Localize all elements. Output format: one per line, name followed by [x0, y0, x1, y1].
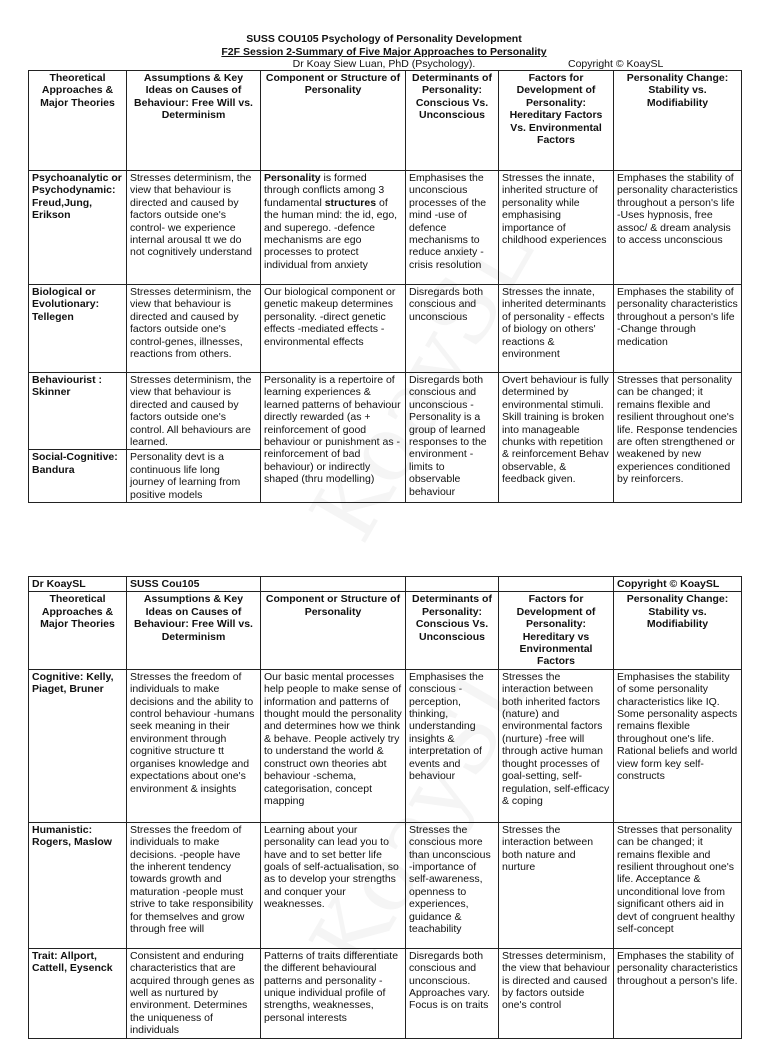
cell-factors: Stresses determinism, the view that behaviour is directed and caused by factors outside one's control — [499, 948, 614, 1038]
cell-change: Stresses that personality can be changed; it remains flexible and resilient throughout one's life. Response tendencies are often strengthened or weakened by new experiences conditioned by reinforcers. — [614, 373, 742, 503]
cell-determinants: Disregards both conscious and unconscious -Personality is a group of learned responses to the environment -limits to observable behaviour — [406, 373, 499, 503]
header-determinants: Determinants of Personality: Conscious Vs. Unconscious — [406, 592, 499, 669]
cell-structure: Our biological component or genetic makeup determines personality. -direct genetic effects -mediated effects -environmental effects — [261, 285, 406, 373]
theory-trait: Trait: Allport, Cattell, Eysenck — [29, 948, 127, 1038]
theory-social-cognitive: Social-Cognitive: Bandura — [29, 450, 127, 503]
header-determinants: Determinants of Personality: Conscious Vs. Unconscious — [406, 71, 499, 171]
theory-humanistic: Humanistic: Rogers, Maslow — [29, 822, 127, 948]
cell-assumptions: Personality devt is a continuous life long journey of learning from positive models — [127, 450, 261, 503]
cell-assumptions: Stresses the freedom of individuals to make decisions. -people have the inherent tendency towards growth and maturation -people must strive to take responsibility for themselves and grow through free will — [127, 822, 261, 948]
table-top-row — [29, 577, 742, 592]
top-empty — [499, 577, 614, 592]
theory-behaviourist: Behaviourist : Skinner — [29, 373, 127, 450]
document-title: SUSS COU105 Psychology of Personality Development — [246, 33, 522, 45]
header-structure: Component or Structure of Personality — [261, 592, 406, 669]
cell-factors: Stresses the innate, inherited determinants of personality - effects of biology on others' reactions & environment — [499, 285, 614, 373]
author-line: Dr Koay Siew Luan, PhD (Psychology). — [292, 58, 476, 70]
header-change: Personality Change: Stability vs. Modifiability — [614, 71, 742, 171]
cell-change: Emphasises the stability of some personality characteristics like IQ. Some personality aspects remains flexible throughout one's life. Rational beliefs and world view form key self-constructs — [614, 669, 742, 822]
theory-cognitive: Cognitive: Kelly, Piaget, Bruner — [29, 669, 127, 822]
approaches-table-2 — [28, 576, 742, 1039]
cell-determinants: Disregards both conscious and unconscious — [406, 285, 499, 373]
top-empty — [406, 577, 499, 592]
cell-factors: Stresses the interaction between both nature and nurture — [499, 822, 614, 948]
top-author: Dr KoaySL — [29, 577, 127, 592]
cell-structure: Patterns of traits differentiate the different behavioural patterns and personality -unique individual profile of strengths, weaknesses, personal interests — [261, 948, 406, 1038]
table-header-row — [29, 71, 742, 171]
cell-change: Emphases the stability of personality characteristics throughout a person's life -Change through medication — [614, 285, 742, 373]
cell-structure: Personality is formed through conflicts among 3 fundamental structures of the human mind: the id, ego, and superego. -defence mechanisms are ego processes to protect individual from anxiety — [261, 171, 406, 285]
cell-determinants: Emphasises the unconscious processes of the mind -use of defence mechanisms to reduce anxiety -crisis resolution — [406, 171, 499, 285]
theory-biological: Biological or Evolutionary: Tellegen — [29, 285, 127, 373]
cell-change: Emphases the stability of personality characteristics throughout a person's life. — [614, 948, 742, 1038]
header-factors: Factors for Development of Personality: Hereditary vs Environmental Factors — [499, 592, 614, 669]
session-title: F2F Session 2-Summary of Five Major Approaches to Personality — [221, 46, 547, 58]
cell-structure: Our basic mental processes help people to make sense of information and patterns of thought mould the personality and determines how we think & behave. People actively try to understand the world & construct own theories abt behaviour -schema, categorisation, concept mapping — [261, 669, 406, 822]
header-factors: Factors for Development of Personality: Hereditary Factors Vs. Environmental Factors — [499, 71, 614, 171]
cell-structure: Personality is a repertoire of learning experiences & learned patterns of behaviour directly rewarded (as + reinforcement of good behaviour or punishment as -reinforcement of bad behaviour) or indirectly shaped (thru modelling) — [261, 373, 406, 503]
header-assumptions: Assumptions & Key Ideas on Causes of Behaviour: Free Will vs. Determinism — [127, 592, 261, 669]
table-row — [29, 285, 742, 373]
top-copyright: Copyright © KoaySL — [614, 577, 742, 592]
cell-change: Emphases the stability of personality characteristics throughout a person's life -Uses hypnosis, free assoc/ & dream analysis to access unconscious — [614, 171, 742, 285]
table-row — [29, 373, 742, 450]
cell-determinants: Emphasises the conscious -perception, thinking, understanding insights & interpretation of events and behaviour — [406, 669, 499, 822]
cell-assumptions: Stresses determinism, the view that behaviour is directed and caused by factors outside one's control- we experience internal arousal tt we do not cognitively understand — [127, 171, 261, 285]
table-header-row — [29, 592, 742, 669]
cell-structure: Learning about your personality can lead you to have and to set better life goals of self-actualisation, so as to develop your strengths and conquer your weaknesses. — [261, 822, 406, 948]
theory-psychoanalytic: Psychoanalytic or Psychodynamic: Freud,Jung, Erikson — [29, 171, 127, 285]
header-approaches: Theoretical Approaches & Major Theories — [29, 592, 127, 669]
cell-determinants: Disregards both conscious and unconscious. Approaches vary. Focus is on traits — [406, 948, 499, 1038]
table-row — [29, 948, 742, 1038]
approaches-table-1 — [28, 70, 742, 503]
top-empty — [261, 577, 406, 592]
header-approaches: Theoretical Approaches & Major Theories — [29, 71, 127, 171]
cell-factors: Stresses the interaction between both inherited factors (nature) and environmental factors (nurture) -free will through active human thought processes of goal-setting, self-regulation, self-efficacy & coping — [499, 669, 614, 822]
table-row — [29, 669, 742, 822]
table-row — [29, 171, 742, 285]
cell-assumptions: Consistent and enduring characteristics that are acquired through genes as well as nurtured by environment. Determines the uniqueness of individuals — [127, 948, 261, 1038]
header-structure: Component or Structure of Personality — [261, 71, 406, 171]
cell-factors: Overt behaviour is fully determined by environmental stimuli. Skill training is broken into manageable chunks with repetition & reinforcement Behav observable, & feedback given. — [499, 373, 614, 503]
cell-determinants: Stresses the conscious more than unconscious -importance of self-awareness, openness to experiences, guidance & teachability — [406, 822, 499, 948]
cell-factors: Stresses the innate, inherited structure of personality while emphasising importance of childhood experiences — [499, 171, 614, 285]
header-change: Personality Change: Stability vs. Modifiability — [614, 592, 742, 669]
cell-assumptions: Stresses determinism, the view that behaviour is directed and caused by factors outside one's control. All behaviours are learned. — [127, 373, 261, 450]
top-course: SUSS Cou105 — [127, 577, 261, 592]
cell-assumptions: Stresses determinism, the view that behaviour is directed and caused by factors outside one's control-genes, illnesses, reactions from others. — [127, 285, 261, 373]
cell-assumptions: Stresses the freedom of individuals to make decisions and the ability to control behaviour -humans seek meaning in their environment through cognitive structure tt organises knowledge and expectations about one's environment & insights — [127, 669, 261, 822]
table-row — [29, 822, 742, 948]
header-assumptions: Assumptions & Key Ideas on Causes of Behaviour: Free Will vs. Determinism — [127, 71, 261, 171]
cell-change: Stresses that personality can be changed; it remains flexible and resilient throughout one's life. Acceptance & unconditional love from significant others aid in devt of congruent healthy self-concept — [614, 822, 742, 948]
copyright-line: Copyright © KoaySL — [568, 58, 664, 70]
